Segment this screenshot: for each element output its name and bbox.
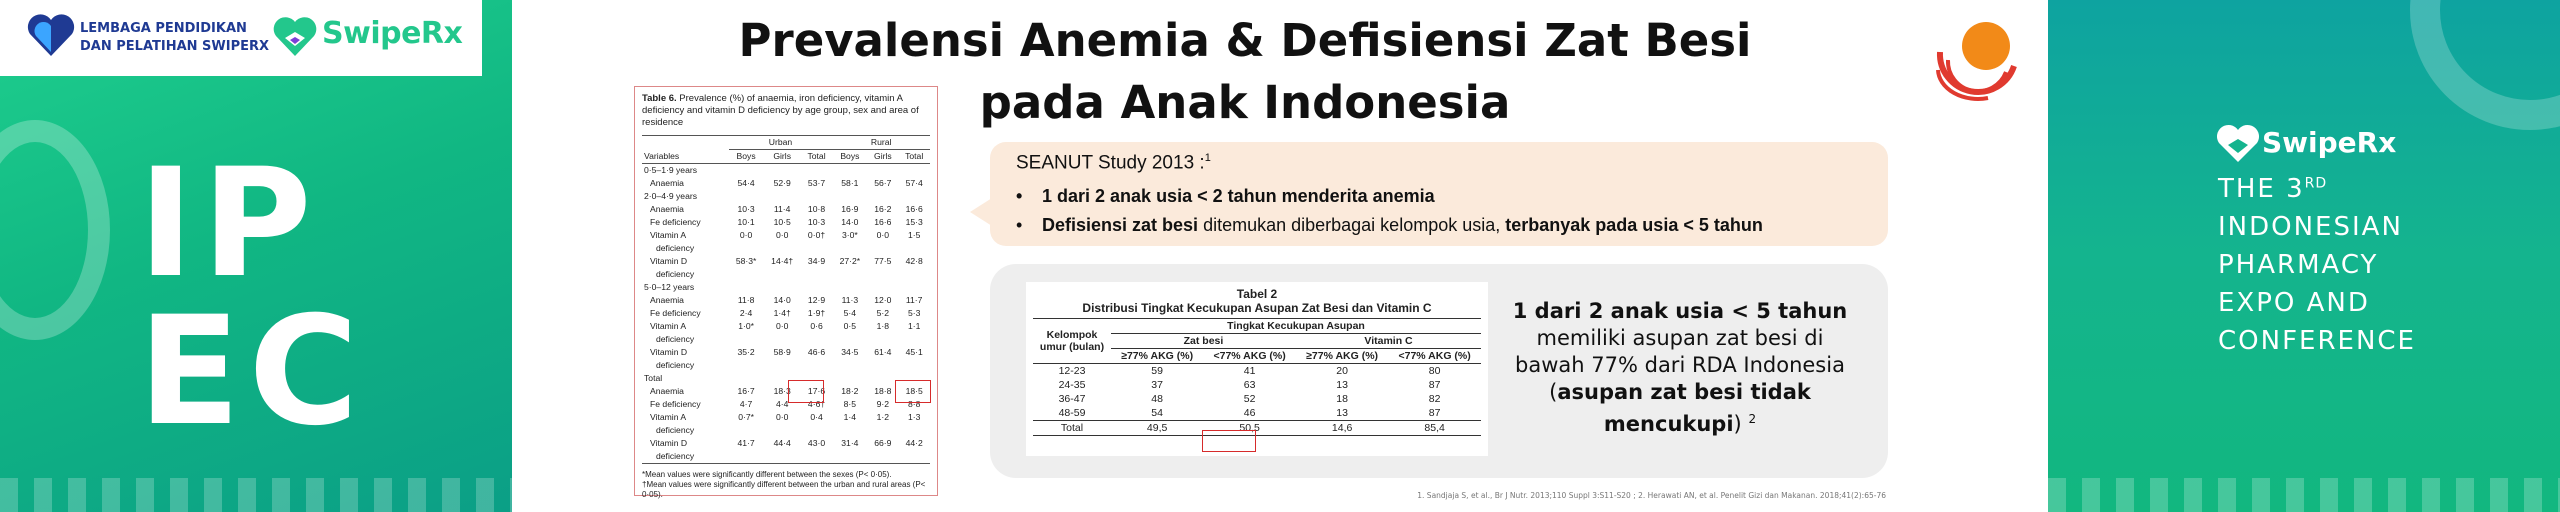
row-label: Fe deficiency — [650, 308, 701, 318]
row-label: Vitamin A — [650, 321, 687, 331]
slide-title-line2: pada Anak Indonesia — [979, 76, 1511, 129]
table-cell — [867, 281, 898, 294]
table-cell: 37 — [1151, 379, 1163, 391]
table-cell: 52·9 — [773, 178, 791, 188]
table-cell: 4·6† — [807, 399, 826, 409]
table-cell: 35·2 — [737, 347, 755, 357]
summary-text: memiliki asupan zat besi di bawah 77% dari RDA Indonesia ( — [1515, 326, 1845, 404]
table-cell — [764, 190, 801, 203]
table-cell: 1·3 — [907, 412, 921, 422]
table-cell: 27·2* — [839, 256, 861, 266]
table-cell: 66·9 — [874, 438, 892, 448]
table-cell: 5·4 — [843, 308, 857, 318]
table-cell: 0·5 — [843, 321, 857, 331]
row-label: Vitamin A — [650, 230, 687, 240]
highlight-urban-total — [788, 380, 824, 403]
table-cell: 4·7 — [739, 399, 753, 409]
table-cell: 14·0 — [841, 217, 859, 227]
seanut-bullets — [1016, 182, 1763, 240]
table-cell — [764, 268, 801, 281]
row-label: 2·0–4·9 years — [644, 191, 698, 201]
col-vitc-lt77: <77% AKG (%) — [1398, 350, 1471, 362]
row-label: Fe deficiency — [650, 217, 701, 227]
table-cell — [729, 372, 764, 385]
table-cell: 41 — [1203, 364, 1296, 379]
table-cell: 1·4 — [843, 412, 857, 422]
table-row — [642, 320, 930, 333]
table-row — [642, 229, 930, 242]
table-cell: 16·6 — [905, 204, 923, 214]
table-cell — [832, 450, 867, 464]
table-cell — [801, 268, 833, 281]
decorative-ring — [0, 120, 110, 340]
table-cell — [832, 281, 867, 294]
intake-summary — [1502, 298, 1858, 438]
slide-title-line1: Prevalensi Anemia & Defisiensi Zat Besi — [738, 14, 1752, 67]
table-cell — [867, 372, 898, 385]
col-girls-urban: Girls — [764, 150, 801, 164]
table-cell — [832, 268, 867, 281]
table-row — [642, 450, 930, 464]
table-cell: 12-23 — [1033, 364, 1111, 379]
table-cell — [867, 190, 898, 203]
table-cell: 0·4 — [810, 412, 823, 422]
table-row — [642, 294, 930, 307]
seanut-bullet-2-end: terbanyak pada usia < 5 tahun — [1505, 215, 1763, 235]
table-row — [642, 346, 930, 359]
right-brand-panel — [2048, 0, 2560, 512]
table-cell: 16·9 — [841, 204, 859, 214]
table-cell: 58·9 — [773, 347, 791, 357]
table-cell: 13 — [1336, 379, 1348, 391]
table-cell — [867, 268, 898, 281]
decorative-stripes — [0, 478, 512, 512]
table-row — [1033, 364, 1481, 379]
table-row — [642, 372, 930, 385]
table-cell — [801, 164, 833, 178]
summary-bold-2: asupan zat besi tidak mencukupi — [1557, 380, 1811, 436]
table-cell: 8·8 — [907, 399, 921, 409]
table-row — [642, 203, 930, 216]
table-row — [642, 242, 930, 255]
table-cell: 13 — [1336, 407, 1348, 419]
table-row — [642, 385, 930, 398]
caption-label: Table 6. — [642, 93, 677, 104]
table-cell — [832, 164, 867, 178]
col-age-group: Kelompok umur (bulan) — [1033, 319, 1111, 364]
seanut-ref: 1 — [1204, 152, 1211, 164]
ipec-mark: IP EC — [138, 137, 367, 459]
table-cell: 56·7 — [874, 178, 892, 188]
conference-line-4: EXPO AND — [2218, 288, 2370, 318]
table-row — [642, 398, 930, 411]
table-cell: 46 — [1243, 407, 1256, 419]
table-cell: 10·1 — [737, 217, 755, 227]
callout-tail — [970, 198, 992, 226]
table-cell: 16·7 — [737, 386, 755, 396]
table-cell — [729, 450, 764, 464]
table-cell: 34·9 — [807, 256, 826, 266]
col-iron-lt77: <77% AKG (%) — [1213, 350, 1286, 362]
table-cell: 14,6 — [1296, 421, 1388, 436]
paper-note-2: †Mean values were significantly different between the urban and rural areas (P< 0·05). — [642, 480, 926, 499]
col-boys-urban: Boys — [729, 150, 764, 164]
col-variables: Variables — [642, 150, 729, 164]
table-cell: 80 — [1388, 364, 1481, 379]
table-row — [1033, 378, 1481, 392]
table-cell: 49,5 — [1111, 421, 1203, 436]
table-row — [642, 190, 930, 203]
col-boys-rural: Boys — [832, 150, 867, 164]
table-cell: 18·8 — [874, 386, 892, 396]
table-cell — [729, 424, 764, 437]
seanut-title — [1016, 152, 1211, 174]
table-cell: Total — [1033, 421, 1111, 436]
table-cell — [764, 424, 801, 437]
table-cell — [898, 359, 930, 372]
table2-caption — [1026, 287, 1488, 315]
conference-line-2: INDONESIAN — [2218, 212, 2403, 242]
table-cell — [801, 450, 833, 464]
table-cell: 53·7 — [807, 178, 826, 188]
row-label: Vitamin A — [650, 412, 687, 422]
paper-table-6 — [634, 86, 938, 499]
table-cell: 45·1 — [905, 347, 923, 357]
table-cell — [832, 333, 867, 346]
seanut-bullet-1-text: 1 dari 2 anak usia < 2 tahun menderita anemia — [1042, 186, 1435, 206]
row-label: Total — [644, 373, 663, 383]
table-cell — [898, 281, 930, 294]
row-label: deficiency — [656, 425, 695, 435]
table-row — [642, 268, 930, 281]
intake-table-2 — [1026, 282, 1488, 456]
right-brand-wordmark: SwipeRx — [2262, 126, 2397, 159]
table-cell: 4·4 — [775, 399, 789, 409]
col-vitamin-c: Vitamin C — [1296, 334, 1481, 349]
table-cell: 82 — [1428, 393, 1441, 405]
table-cell: 61·4 — [874, 347, 892, 357]
table-cell — [867, 164, 898, 178]
table-cell: 5·2 — [876, 308, 890, 318]
table-row — [1033, 406, 1481, 421]
paper-table-caption — [642, 93, 930, 129]
table-cell: 1·4† — [773, 308, 791, 318]
table-cell: 5·3 — [907, 308, 921, 318]
table-row — [642, 255, 930, 268]
swiperx-logo-icon — [272, 14, 318, 60]
decorative-stripes-right — [2048, 478, 2560, 512]
table-cell: 2·4 — [739, 308, 753, 318]
swiperx-wordmark: SwipeRx — [322, 16, 463, 51]
table-cell: 58·3* — [735, 256, 757, 266]
table-cell — [832, 242, 867, 255]
table-row — [642, 424, 930, 437]
caption-text: Prevalence (%) of anaemia, iron deficiency, vitamin A deficiency and vitamin D deficiency by age group, sex and area of residence — [642, 93, 919, 128]
table-cell: 43·0 — [807, 438, 826, 448]
table-cell: 1·9† — [807, 308, 826, 318]
table-cell: 20 — [1296, 364, 1388, 379]
col-total-rural: Total — [898, 150, 930, 164]
table-cell — [801, 190, 833, 203]
table-cell: 63 — [1243, 379, 1256, 391]
row-label: 5·0–12 years — [644, 282, 695, 292]
table-cell — [764, 359, 801, 372]
table-cell: 15·3 — [905, 217, 923, 227]
table-row — [642, 411, 930, 424]
table-cell: 9·2 — [876, 399, 890, 409]
table-cell: 42·8 — [905, 256, 923, 266]
table-cell — [801, 424, 833, 437]
table-cell — [867, 333, 898, 346]
table-cell: 10·3 — [807, 217, 826, 227]
table-cell: 31·4 — [841, 438, 859, 448]
table-row — [642, 281, 930, 294]
table-cell — [801, 359, 833, 372]
org-name — [80, 20, 270, 56]
table-cell: 11·3 — [841, 295, 859, 305]
col-iron: Zat besi — [1111, 334, 1296, 349]
table-cell: 0·0 — [739, 230, 753, 240]
table2-caption-2: Distribusi Tingkat Kecukupan Asupan Zat Besi dan Vitamin C — [1082, 301, 1432, 315]
table-cell: 18·5 — [905, 386, 923, 396]
table-cell — [832, 190, 867, 203]
row-label: deficiency — [656, 243, 695, 253]
row-label: Anaemia — [650, 178, 684, 188]
table-cell: 44·2 — [905, 438, 923, 448]
table-cell: 50,5 — [1203, 421, 1296, 436]
table-cell: 58·1 — [841, 178, 859, 188]
summary-ref: 2 — [1748, 412, 1757, 426]
row-label: deficiency — [656, 269, 695, 279]
table-row — [642, 333, 930, 346]
table-cell: 46·6 — [807, 347, 826, 357]
table-cell: 52 — [1243, 393, 1256, 405]
table-cell — [764, 164, 801, 178]
table-cell: 10·8 — [807, 204, 826, 214]
highlight-iron-total — [1202, 430, 1256, 452]
decorative-arc — [2410, 0, 2560, 130]
table-cell — [898, 268, 930, 281]
table-row — [642, 437, 930, 450]
table-cell — [898, 190, 930, 203]
col-iron-ge77: ≥77% AKG (%) — [1121, 350, 1194, 362]
highlight-rural-total — [895, 380, 931, 403]
row-label: Vitamin D — [650, 347, 688, 357]
row-label: Fe deficiency — [650, 399, 701, 409]
table-cell — [801, 333, 833, 346]
table-row — [642, 164, 930, 178]
table-cell: 14·4† — [771, 256, 794, 266]
row-label: Anaemia — [650, 386, 684, 396]
table-cell: 57·4 — [905, 178, 923, 188]
table-cell: 59 — [1111, 364, 1203, 379]
references: 1. Sandjaja S, et al., Br J Nutr. 2013;110 Suppl 3:S11-S20 ; 2. Herawati AN, et al. Penelit Gizi dan Makanan. 2018;41(2):65-76 — [1417, 491, 1886, 500]
group-rural: Rural — [832, 136, 930, 150]
lpd-heart-logo-icon — [26, 12, 76, 58]
table-cell — [832, 359, 867, 372]
table-cell: 41·7 — [737, 438, 755, 448]
table-cell — [832, 372, 867, 385]
table-cell: 44·4 — [773, 438, 791, 448]
table-cell — [898, 164, 930, 178]
table-cell: 34·5 — [841, 347, 859, 357]
org-name-line1: LEMBAGA PENDIDIKAN — [80, 21, 247, 36]
paper-notes — [642, 470, 930, 500]
logo-bar — [0, 0, 482, 76]
table-cell: 1·0* — [738, 321, 754, 331]
row-label: Vitamin D — [650, 438, 688, 448]
table-cell: 3·0* — [841, 230, 858, 240]
table-row — [642, 359, 930, 372]
summary-bold-1: 1 dari 2 anak usia < 5 tahun — [1512, 299, 1848, 323]
table-cell — [867, 359, 898, 372]
table-cell — [867, 424, 898, 437]
table-cell: 1·5 — [907, 230, 921, 240]
table2-caption-1: Tabel 2 — [1236, 287, 1278, 301]
table-cell — [898, 424, 930, 437]
row-label: Anaemia — [650, 204, 684, 214]
table-cell: 1·2 — [876, 412, 890, 422]
table-cell — [898, 333, 930, 346]
group-urban: Urban — [729, 136, 833, 150]
row-label: deficiency — [642, 450, 729, 464]
row-label: deficiency — [656, 334, 695, 344]
table-cell — [729, 190, 764, 203]
table-cell: 87 — [1428, 407, 1441, 419]
table-cell: 48 — [1151, 393, 1163, 405]
table-cell: 54·4 — [737, 178, 755, 188]
table-cell — [832, 424, 867, 437]
table-cell: 77·5 — [874, 256, 892, 266]
table-cell: 54 — [1151, 407, 1163, 419]
left-brand-panel — [0, 0, 512, 512]
table-cell: 11·8 — [737, 295, 755, 305]
swiperx-logo-icon-white — [2216, 124, 2260, 164]
table-cell — [867, 242, 898, 255]
table-cell — [764, 450, 801, 464]
conference-line-1-text: THE 3 — [2218, 174, 2305, 204]
table-cell: 11·7 — [905, 295, 923, 305]
table-cell — [729, 281, 764, 294]
seanut-bullet-1 — [1016, 182, 1763, 211]
seanut-bullet-2-mid: ditemukan diberbagai kelompok usia, — [1198, 215, 1506, 235]
table-cell: 0·0 — [775, 321, 789, 331]
table-cell — [729, 164, 764, 178]
intake-table — [1033, 318, 1481, 436]
table-cell: 8·5 — [843, 399, 857, 409]
table-cell — [729, 268, 764, 281]
table-cell — [764, 242, 801, 255]
col-girls-rural: Girls — [867, 150, 898, 164]
table-cell: 85,4 — [1388, 421, 1481, 436]
table-cell — [764, 281, 801, 294]
col-vitc-ge77: ≥77% AKG (%) — [1306, 350, 1379, 362]
table-cell — [764, 333, 801, 346]
conference-line-3: PHARMACY — [2218, 250, 2379, 280]
table-cell: 0·6 — [810, 321, 823, 331]
summary-end: ) — [1733, 412, 1742, 436]
col-intake-level: Tingkat Kecukupan Asupan — [1111, 319, 1481, 334]
row-label: 0·5–1·9 years — [644, 165, 698, 175]
table-row — [642, 216, 930, 229]
table-cell: 87 — [1428, 379, 1441, 391]
org-name-line2: DAN PELATIHAN SWIPERX — [80, 39, 270, 54]
table-cell: 16·2 — [874, 204, 892, 214]
table-row — [642, 307, 930, 320]
table-cell: 0·7* — [738, 412, 754, 422]
table-cell — [801, 242, 833, 255]
table-cell: 16·6 — [874, 217, 892, 227]
table-cell — [898, 242, 930, 255]
table-cell: 0·0† — [807, 230, 826, 240]
table-cell: 11·4 — [773, 204, 791, 214]
table-cell: 1·8 — [876, 321, 890, 331]
conference-line-5: CONFERENCE — [2218, 326, 2416, 356]
seanut-callout — [990, 142, 1888, 246]
table-cell: 10·3 — [737, 204, 755, 214]
table-cell: 36-47 — [1058, 393, 1086, 405]
table-cell: 0·0 — [775, 412, 789, 422]
table-cell: 12·0 — [874, 295, 892, 305]
paper-note-1: *Mean values were significantly different between the sexes (P< 0·05). — [642, 470, 892, 479]
row-label: Vitamin D — [650, 256, 688, 266]
table-cell — [801, 281, 833, 294]
table-cell: 48-59 — [1058, 407, 1086, 419]
seanut-bullet-2 — [1016, 211, 1763, 240]
table-row — [642, 177, 930, 190]
seanut-bullet-2-bold: Defisiensi zat besi — [1042, 215, 1199, 235]
table-row — [1033, 421, 1481, 436]
row-label: deficiency — [656, 360, 695, 370]
table-cell: 1·1 — [907, 321, 921, 331]
table-cell — [898, 450, 930, 464]
conference-line-1 — [2218, 174, 2327, 204]
table-cell: 18·2 — [841, 386, 859, 396]
table-cell: 12·9 — [807, 295, 826, 305]
seanut-title-text: SEANUT Study 2013 : — [1016, 152, 1205, 174]
table-cell: 18 — [1336, 393, 1348, 405]
table-cell: 0·0 — [876, 230, 890, 240]
prevalence-table — [642, 135, 930, 464]
table-cell: 24-35 — [1058, 379, 1086, 391]
table-cell — [729, 359, 764, 372]
table-cell — [729, 242, 764, 255]
table-cell: 0·0 — [775, 230, 789, 240]
table-cell: 17·6 — [807, 386, 826, 396]
table-cell: 10·5 — [773, 217, 791, 227]
orange-brand-logo-icon — [1928, 16, 2022, 106]
table-cell: 14·0 — [773, 295, 791, 305]
table-cell — [867, 450, 898, 464]
table-cell: 18·3 — [773, 386, 791, 396]
conference-ordinal: RD — [2304, 175, 2328, 192]
col-total-urban: Total — [801, 150, 833, 164]
table-row — [1033, 392, 1481, 406]
row-label: Anaemia — [650, 295, 684, 305]
table-cell — [729, 333, 764, 346]
